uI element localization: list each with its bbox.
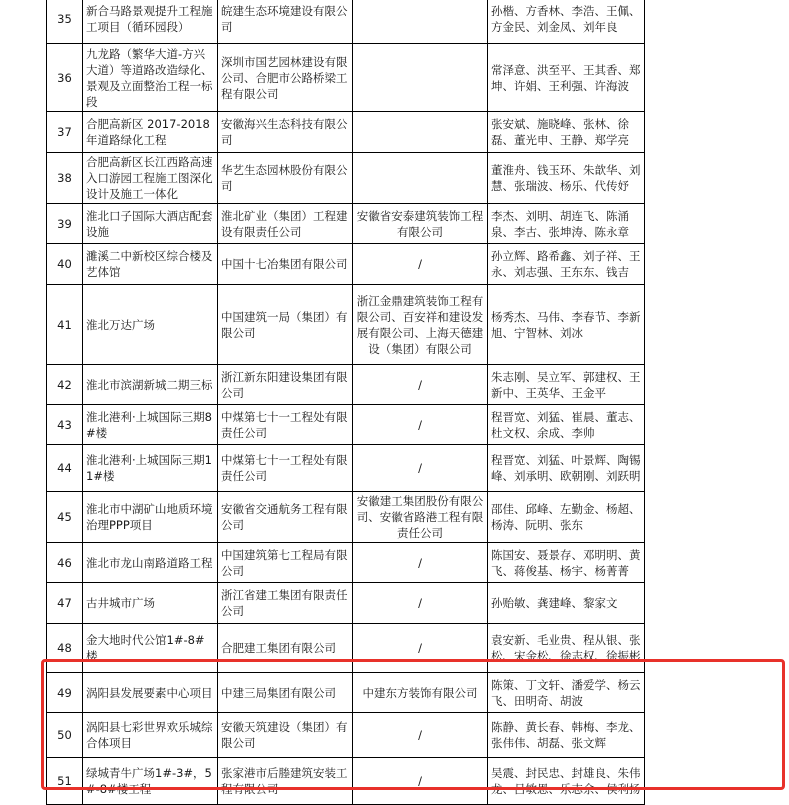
team-members: 陈国安、聂景存、邓明明、黄飞、蒋俊基、杨宇、杨菁菁 xyxy=(488,543,645,583)
contractor-name: 中煤第七十一工程处有限责任公司 xyxy=(218,445,353,492)
contractor-name: 中煤第七十一工程处有限责任公司 xyxy=(218,405,353,445)
project-name: 合肥高新区 2017-2018 年道路绿化工程 xyxy=(83,112,218,153)
contractor-name: 深圳市国艺园林建设有限公司、合肥市公路桥梁工程有限公司 xyxy=(218,44,353,112)
table-row xyxy=(47,112,645,153)
team-members: 袁安新、毛业贵、程从银、张松、宋金松、徐志权、徐振彬 xyxy=(488,624,645,673)
team-members: 程晋宽、刘猛、叶景辉、陶锡峰、刘承明、欧朝刚、刘跃明 xyxy=(488,445,645,492)
project-name: 淮北口子国际大酒店配套设施 xyxy=(83,204,218,244)
row-number: 42 xyxy=(47,365,83,405)
project-name: 涡阳县发展要素中心项目 xyxy=(83,673,218,713)
team-members: 陈策、丁文轩、潘爱学、杨云飞、田明奇、胡波 xyxy=(488,673,645,713)
table-row xyxy=(47,405,645,445)
project-name: 绿城青牛广场1#-3#，5#-8#楼工程 xyxy=(83,758,218,805)
contractor-name: 安徽省交通航务工程有限公司 xyxy=(218,492,353,543)
table-row xyxy=(47,153,645,204)
project-name: 淮北市龙山南路道路工程 xyxy=(83,543,218,583)
subcontractor-name: / xyxy=(353,583,488,624)
subcontractor-name xyxy=(353,0,488,44)
contractor-name: 中建三局集团有限公司 xyxy=(218,673,353,713)
table-row xyxy=(47,204,645,244)
table-row xyxy=(47,758,645,805)
subcontractor-name: / xyxy=(353,244,488,285)
team-members: 吴震、封民忠、封雄良、朱伟龙、吕敏恩、乐志余、侯利扬 xyxy=(488,758,645,805)
project-name: 新合马路景观提升工程施工项目（循环园段） xyxy=(83,0,218,44)
subcontractor-name xyxy=(353,112,488,153)
subcontractor-name xyxy=(353,44,488,112)
subcontractor-name: / xyxy=(353,445,488,492)
team-members: 邵佳、邱峰、左勤金、杨超、杨涛、阮明、张东 xyxy=(488,492,645,543)
row-number: 39 xyxy=(47,204,83,244)
table-row xyxy=(47,285,645,365)
team-members: 孙楷、方香林、李浩、王佩、方金民、刘金凤、刘年良 xyxy=(488,0,645,44)
row-number: 37 xyxy=(47,112,83,153)
team-members: 董淮舟、钱玉环、朱歆华、刘慧、张瑞波、杨乐、代传妤 xyxy=(488,153,645,204)
row-number: 45 xyxy=(47,492,83,543)
contractor-name: 淮北矿业（集团）工程建设有限责任公司 xyxy=(218,204,353,244)
row-number: 41 xyxy=(47,285,83,365)
project-name: 九龙路（繁华大道-方兴大道）等道路改造绿化、景观及立面整治工程一标段 xyxy=(83,44,218,112)
contractor-name: 中国十七冶集团有限公司 xyxy=(218,244,353,285)
subcontractor-name: 浙江金鼎建筑装饰工程有限公司、百安祥和建设发展有限公司、上海天德建设（集团）有限公司 xyxy=(353,285,488,365)
row-number: 44 xyxy=(47,445,83,492)
team-members: 陈静、黄长春、韩梅、李龙、张伟伟、胡磊、张文辉 xyxy=(488,713,645,758)
project-name: 合肥高新区长江西路高速入口游园工程施工图深化设计及施工一体化 xyxy=(83,153,218,204)
project-name: 濉溪二中新校区综合楼及艺体馆 xyxy=(83,244,218,285)
subcontractor-name: / xyxy=(353,624,488,673)
contractor-name: 浙江省建工集团有限责任公司 xyxy=(218,583,353,624)
table-row xyxy=(47,583,645,624)
contractor-name: 华艺生态园林股份有限公司 xyxy=(218,153,353,204)
table-row xyxy=(47,543,645,583)
contractor-name: 安徽天筑建设（集团）有限公司 xyxy=(218,713,353,758)
table-row xyxy=(47,365,645,405)
project-name: 淮北万达广场 xyxy=(83,285,218,365)
row-number: 43 xyxy=(47,405,83,445)
project-name: 淮北港利·上城国际三期8#楼 xyxy=(83,405,218,445)
project-name: 古井城市广场 xyxy=(83,583,218,624)
project-name: 淮北市中湖矿山地质环境治理PPP项目 xyxy=(83,492,218,543)
project-name: 涡阳县七彩世界欢乐城综合体项目 xyxy=(83,713,218,758)
awards-table xyxy=(46,0,645,805)
team-members: 张安斌、施晓峰、张林、徐磊、董光申、王静、郑学亮 xyxy=(488,112,645,153)
contractor-name: 安徽海兴生态科技有限公司 xyxy=(218,112,353,153)
subcontractor-name: / xyxy=(353,365,488,405)
row-number: 36 xyxy=(47,44,83,112)
project-name: 金大地时代公馆1#-8#楼 xyxy=(83,624,218,673)
subcontractor-name xyxy=(353,153,488,204)
team-members: 常泽意、洪至平、王其香、郑坤、许娟、王利强、许海波 xyxy=(488,44,645,112)
row-number: 35 xyxy=(47,0,83,44)
subcontractor-name: / xyxy=(353,713,488,758)
subcontractor-name: / xyxy=(353,405,488,445)
contractor-name: 合肥建工集团有限公司 xyxy=(218,624,353,673)
project-name: 淮北港利·上城国际三期11#楼 xyxy=(83,445,218,492)
subcontractor-name: 中建东方装饰有限公司 xyxy=(353,673,488,713)
row-number: 48 xyxy=(47,624,83,673)
table-body xyxy=(47,0,645,805)
team-members: 杨秀杰、马伟、李春节、李新旭、宁智林、刘冰 xyxy=(488,285,645,365)
contractor-name: 皖建生态环境建设有限公司 xyxy=(218,0,353,44)
contractor-name: 中国建筑一局（集团）有限公司 xyxy=(218,285,353,365)
contractor-name: 浙江新东阳建设集团有限公司 xyxy=(218,365,353,405)
table-row xyxy=(47,0,645,44)
subcontractor-name: 安徽建工集团股份有限公司、安徽省路港工程有限责任公司 xyxy=(353,492,488,543)
row-number: 38 xyxy=(47,153,83,204)
team-members: 孙贻敏、龚建峰、黎家文 xyxy=(488,583,645,624)
row-number: 51 xyxy=(47,758,83,805)
contractor-name: 中国建筑第七工程局有限公司 xyxy=(218,543,353,583)
team-members: 程晋宽、刘猛、崔晨、董志、杜文权、余成、李帅 xyxy=(488,405,645,445)
table-row xyxy=(47,673,645,713)
subcontractor-name: / xyxy=(353,543,488,583)
table-row xyxy=(47,244,645,285)
row-number: 49 xyxy=(47,673,83,713)
project-name: 淮北市滨湖新城二期三标 xyxy=(83,365,218,405)
table-row xyxy=(47,624,645,673)
contractor-name: 张家港市后塍建筑安装工程有限公司 xyxy=(218,758,353,805)
subcontractor-name: / xyxy=(353,758,488,805)
row-number: 50 xyxy=(47,713,83,758)
table-row xyxy=(47,445,645,492)
table-row xyxy=(47,492,645,543)
table-row xyxy=(47,44,645,112)
team-members: 朱志刚、吴立军、郭建权、王新中、王英华、王金平 xyxy=(488,365,645,405)
subcontractor-name: 安徽省安泰建筑装饰工程有限公司 xyxy=(353,204,488,244)
row-number: 46 xyxy=(47,543,83,583)
team-members: 孙立辉、路希鑫、刘子祥、王永、刘志强、王东东、钱吉 xyxy=(488,244,645,285)
table-row xyxy=(47,713,645,758)
team-members: 李杰、刘明、胡连飞、陈涌泉、李古、张坤涛、陈永章 xyxy=(488,204,645,244)
row-number: 40 xyxy=(47,244,83,285)
row-number: 47 xyxy=(47,583,83,624)
